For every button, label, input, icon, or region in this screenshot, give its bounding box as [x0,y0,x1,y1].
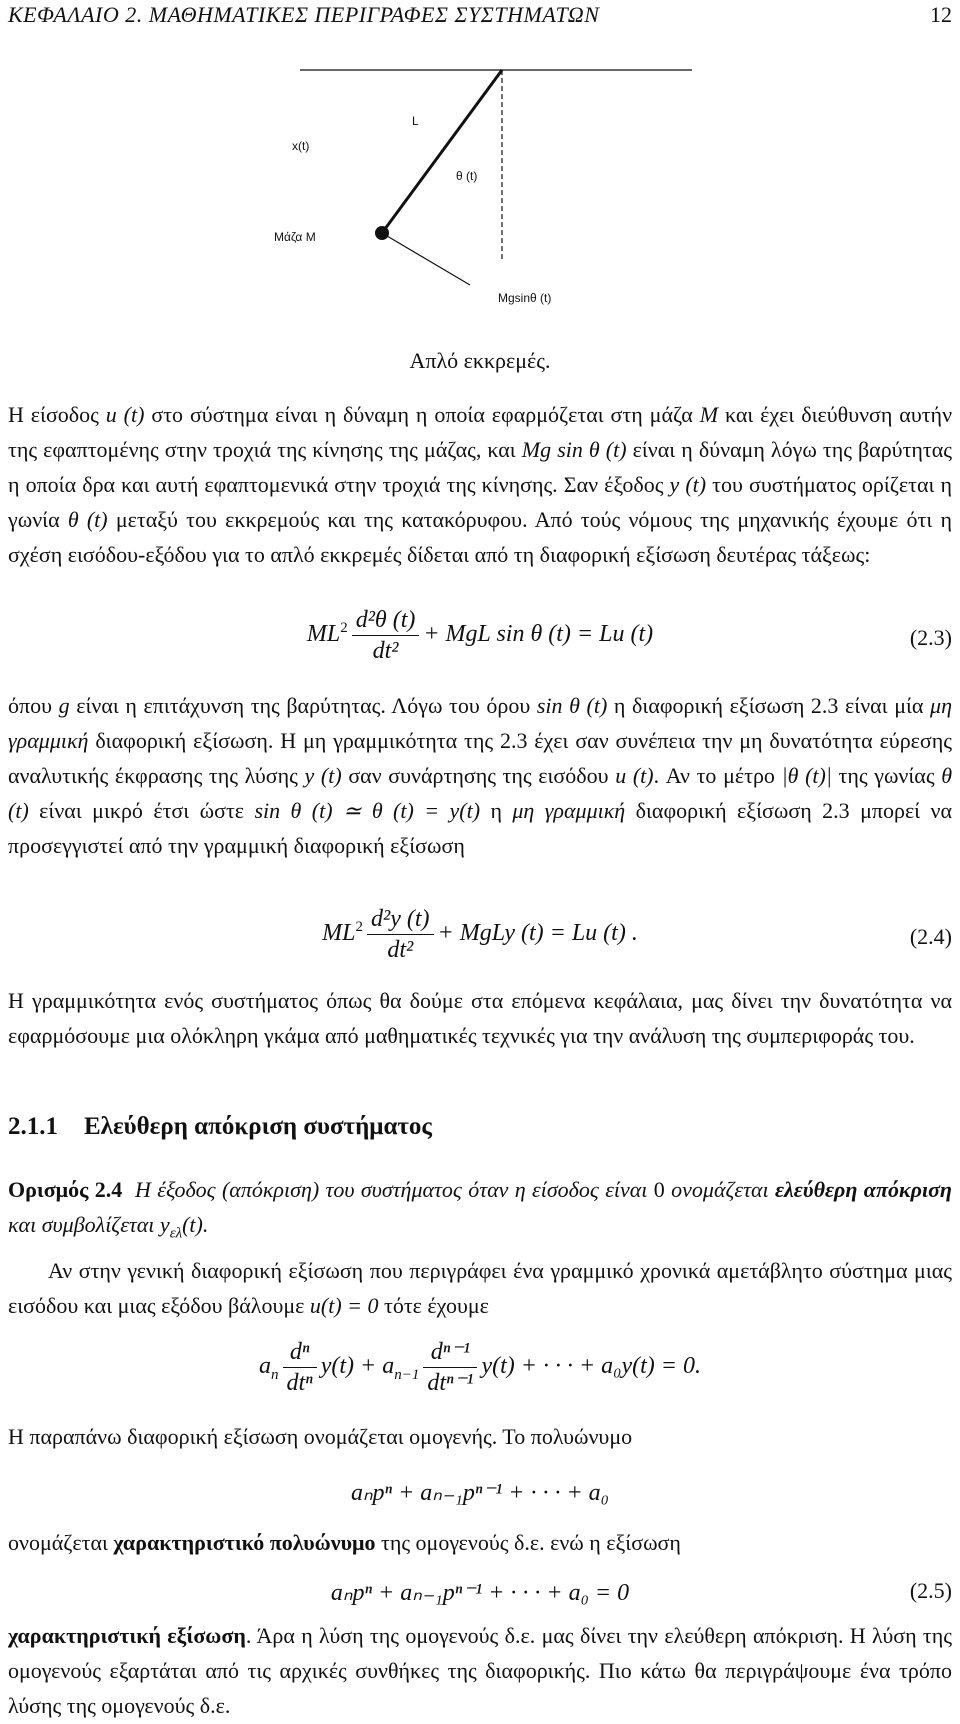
label-theta: θ (t) [456,169,478,183]
paragraph-4: Αν στην γενική διαφορική εξίσωση που περιγράφει ένα γραμμικό χρονικά αμετάβλητο σύστημα μιας εισόδου και μιας εξόδου βάλουμε u(t) = 0 τότε έχουμε [8,1258,952,1318]
equation-2-4: $ML^2$ $\frac{\text{d²y (t)}}{\text{dt²}}$ + MgLy (t) = Lu (t) . (2.4) [322,906,952,963]
pendulum-figure [0,40,960,340]
label-mass: Μάζα M [274,230,316,244]
paragraph-7: χαρακτηριστική εξίσωση. Άρα η λύση της ομογενούς δ.ε. μας δίνει την ελεύθερη απόκριση. Η λύση της ομογενούς εξαρτάται από τις αρχικές συνθήκες της διαφορικής. Πιο κάτω θα περιγράψουμε ένα τρόπο λύσης της ομογενούς δ.ε. [8,1623,952,1718]
section-heading: 2.1.1 Ελεύθερη απόκριση συστήματος [8,1113,432,1140]
label-x: x(t) [292,139,310,153]
paragraph-2: όπου g είναι η επιτάχυνση της βαρύτητας. Λόγω του όρου sin θ (t) η διαφορική εξίσωση 2.3 είναι μία μη γραμμική διαφορική εξίσωση. Η μη γραμμικότητα της 2.3 έχει σαν συνέπεια την μη δυνατότητα εύρεσης αναλυτικής έκφρασης της λύσης y (t) σαν συνάρτησης της εισόδου u (t). Αν το μέτρο |θ (t)| της γωνίας θ (t) είναι μικρό έτσι ώστε sin θ (t) ≃ θ (t) = y(t) η μη γραμμική διαφορική εξίσωση 2.3 μπορεί να προσεγγιστεί από την γραμμική διαφορική εξίσωση [8,693,953,858]
equation-number-2-3: (2.3) [909,625,952,650]
equation-general-homogeneous: $a_n$ $\frac{\text{dⁿ}}{\text{dtⁿ}}$ $y(t) + a_{n-1}$ $\frac{\text{dⁿ⁻¹}}{\text{dtⁿ⁻¹}}$ y(t) + · · · + a₀y(t) = 0. [259,1339,701,1396]
page-number: 12 [930,2,952,27]
paragraph-3: Η γραμμικότητα ενός συστήματος όπως θα δούμε στα επόμενα κεφάλαια, μας δίνει την δυνατότητα να εφαρμόσουμε μια ολόκληρη γκάμα από μαθηματικές τεχνικές για την ανάλυση της συμπεριφοράς του. [8,988,952,1048]
label-L: L [412,114,419,128]
pendulum-rod [382,70,502,233]
page-header [0,0,960,30]
definition-2-4: Ορισμός 2.4 Η έξοδος (απόκριση) του συστήματος όταν η είσοδος είναι 0 ονομάζεται ελεύθερη απόκριση και συμβολίζεται $y_{\varepsilon\lambda}(t)$. [8,1177,952,1242]
pendulum-mass [375,226,389,240]
equation-number-2-4: (2.4) [909,924,952,949]
figure-caption: Απλό εκκρεμές. [409,348,551,373]
equation-2-3: $ML^2$ $\frac{\text{d²θ (t)}}{\text{dt²}}$ + MgL sin θ (t) = Lu (t) (2.3) [306,607,952,664]
label-force: Mgsinθ (t) [498,291,552,305]
paragraph-5: Η παραπάνω διαφορική εξίσωση ονομάζεται ομογενής. Το πολυώνυμο [8,1424,633,1449]
paragraph-1: Η είσοδος u (t) στο σύστημα είναι η δύναμη η οποία εφαρμόζεται στη μάζα M και έχει διεύθυνση αυτήν της εφαπτομένης στην τροχιά της κίνησης της μάζας, και Mg sin θ (t) είναι η δύναμη λόγω της βαρύτητας η οποία δρα και αυτή εφαπτομενικά στην τροχιά της κίνησης. Σαν έξοδος y (t) του συστήματος ορίζεται η γωνία θ (t) μεταξύ του εκκρεμούς και της κατακόρυφου. Από τούς νόμους της μηχανικής έχουμε ότι η σχέση εισόδου-εξόδου για το απλό εκκρεμές δίδεται από τη διαφορική εξίσωση δευτέρας τάξεως: [8,402,953,567]
tangent-force-line [382,233,470,285]
paragraph-6: ονομάζεται χαρακτηριστικό πολυώνυμο της ομογενούς δ.ε. ενώ η εξίσωση [8,1530,681,1555]
equation-number-2-5: (2.5) [909,1578,952,1603]
chapter-title: ΚΕΦΑΛΑΙΟ 2. ΜΑΘΗΜΑΤΙΚΕΣ ΠΕΡΙΓΡΑΦΕΣ ΣΥΣΤΗΜΑΤΩΝ [8,2,600,27]
equation-2-5: aₙpⁿ + aₙ₋₁pⁿ⁻¹ + · · · + a₀ = 0 (2.5) [330,1578,952,1606]
characteristic-polynomial: aₙpⁿ + aₙ₋₁pⁿ⁻¹ + · · · + a₀ [350,1480,610,1506]
